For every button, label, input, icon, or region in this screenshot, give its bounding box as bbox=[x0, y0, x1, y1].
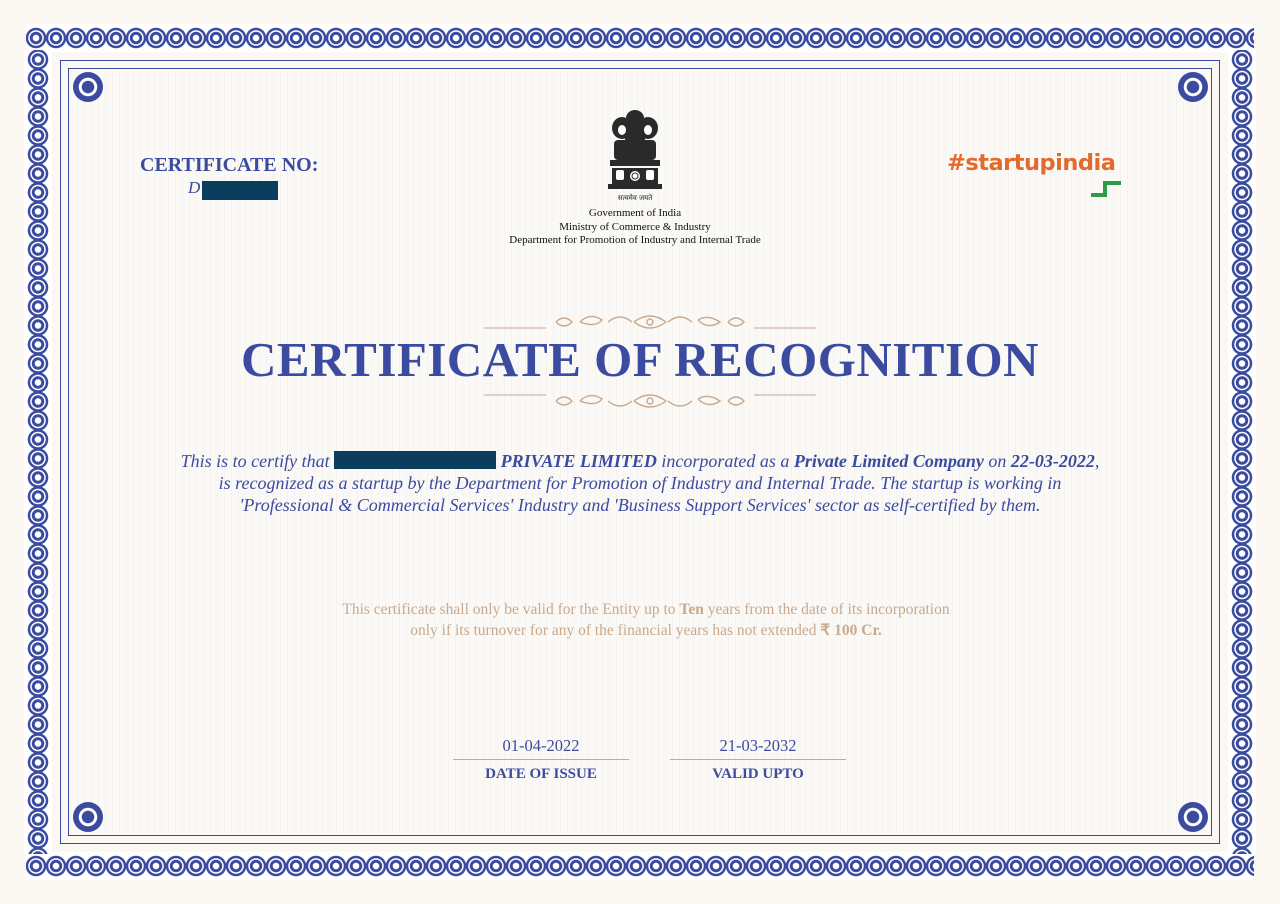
issuer-ministry: Ministry of Commerce & Industry bbox=[559, 220, 711, 233]
certificate-title: CERTIFICATE OF RECOGNITION bbox=[240, 332, 1040, 387]
statement-line-1: This is to certify that PRIVATE LIMITED incorporated as a Private Limited Company on 22-03-2022, bbox=[180, 451, 1100, 471]
corner-ornament-icon bbox=[1178, 802, 1208, 832]
date-of-issue-value: 01-04-2022 bbox=[502, 736, 580, 755]
validity-years: Ten bbox=[679, 601, 704, 618]
certificate-number-label: CERTIFICATE NO: bbox=[140, 154, 319, 176]
validity-line-2: only if its turnover for any of the financial years has not extended ₹ 100 Cr. bbox=[410, 622, 882, 639]
national-emblem-icon bbox=[600, 104, 670, 200]
redaction-box bbox=[202, 181, 278, 200]
company-suffix: PRIVATE LIMITED bbox=[500, 451, 657, 471]
certificate-number-value: D bbox=[188, 178, 201, 197]
startupindia-logo bbox=[947, 150, 1147, 200]
ornamental-border-right bbox=[1228, 50, 1256, 854]
corner-ornament-icon bbox=[73, 802, 103, 832]
incorporation-date: 22-03-2022 bbox=[1010, 451, 1095, 471]
turnover-limit: ₹ 100 Cr. bbox=[820, 622, 882, 639]
certification-statement bbox=[120, 450, 1160, 516]
date-of-issue-label: DATE OF ISSUE bbox=[485, 766, 597, 782]
ornamental-border-top bbox=[26, 24, 1254, 52]
company-type: Private Limited Company bbox=[793, 451, 984, 471]
validity-note bbox=[240, 599, 1052, 641]
ornamental-border-left bbox=[24, 50, 52, 854]
valid-upto-label: VALID UPTO bbox=[712, 766, 804, 782]
startupindia-arrow-icon bbox=[1089, 177, 1125, 199]
ornamental-border-bottom bbox=[26, 852, 1254, 880]
date-underline bbox=[453, 759, 629, 760]
date-of-issue-block bbox=[453, 736, 629, 783]
date-underline bbox=[670, 759, 846, 760]
emblem-motto: सत्यमेव जयते bbox=[617, 194, 653, 202]
valid-upto-value: 21-03-2032 bbox=[719, 736, 797, 755]
title-ornament-top-icon bbox=[484, 312, 816, 332]
statement-line-2: is recognized as a startup by the Department for Promotion of Industry and Internal Trade. The startup is working in bbox=[218, 473, 1062, 493]
valid-upto-block bbox=[670, 736, 846, 783]
issuer-department: Department for Promotion of Industry and Internal Trade bbox=[509, 234, 761, 246]
corner-ornament-icon bbox=[1178, 72, 1208, 102]
validity-line-1: This certificate shall only be valid for the Entity up to Ten years from the date of its incorporation bbox=[342, 601, 950, 618]
redacted-company-name bbox=[334, 451, 496, 469]
title-ornament-bottom-icon bbox=[484, 391, 816, 411]
startupindia-logo-text: #startupindia bbox=[947, 150, 1116, 176]
corner-ornament-icon bbox=[73, 72, 103, 102]
issuer-government: Government of India bbox=[588, 207, 682, 219]
statement-line-3: 'Professional & Commercial Services' Industry and 'Business Support Services' sector as self-certified by them. bbox=[239, 495, 1041, 515]
issuer-block bbox=[470, 207, 800, 248]
